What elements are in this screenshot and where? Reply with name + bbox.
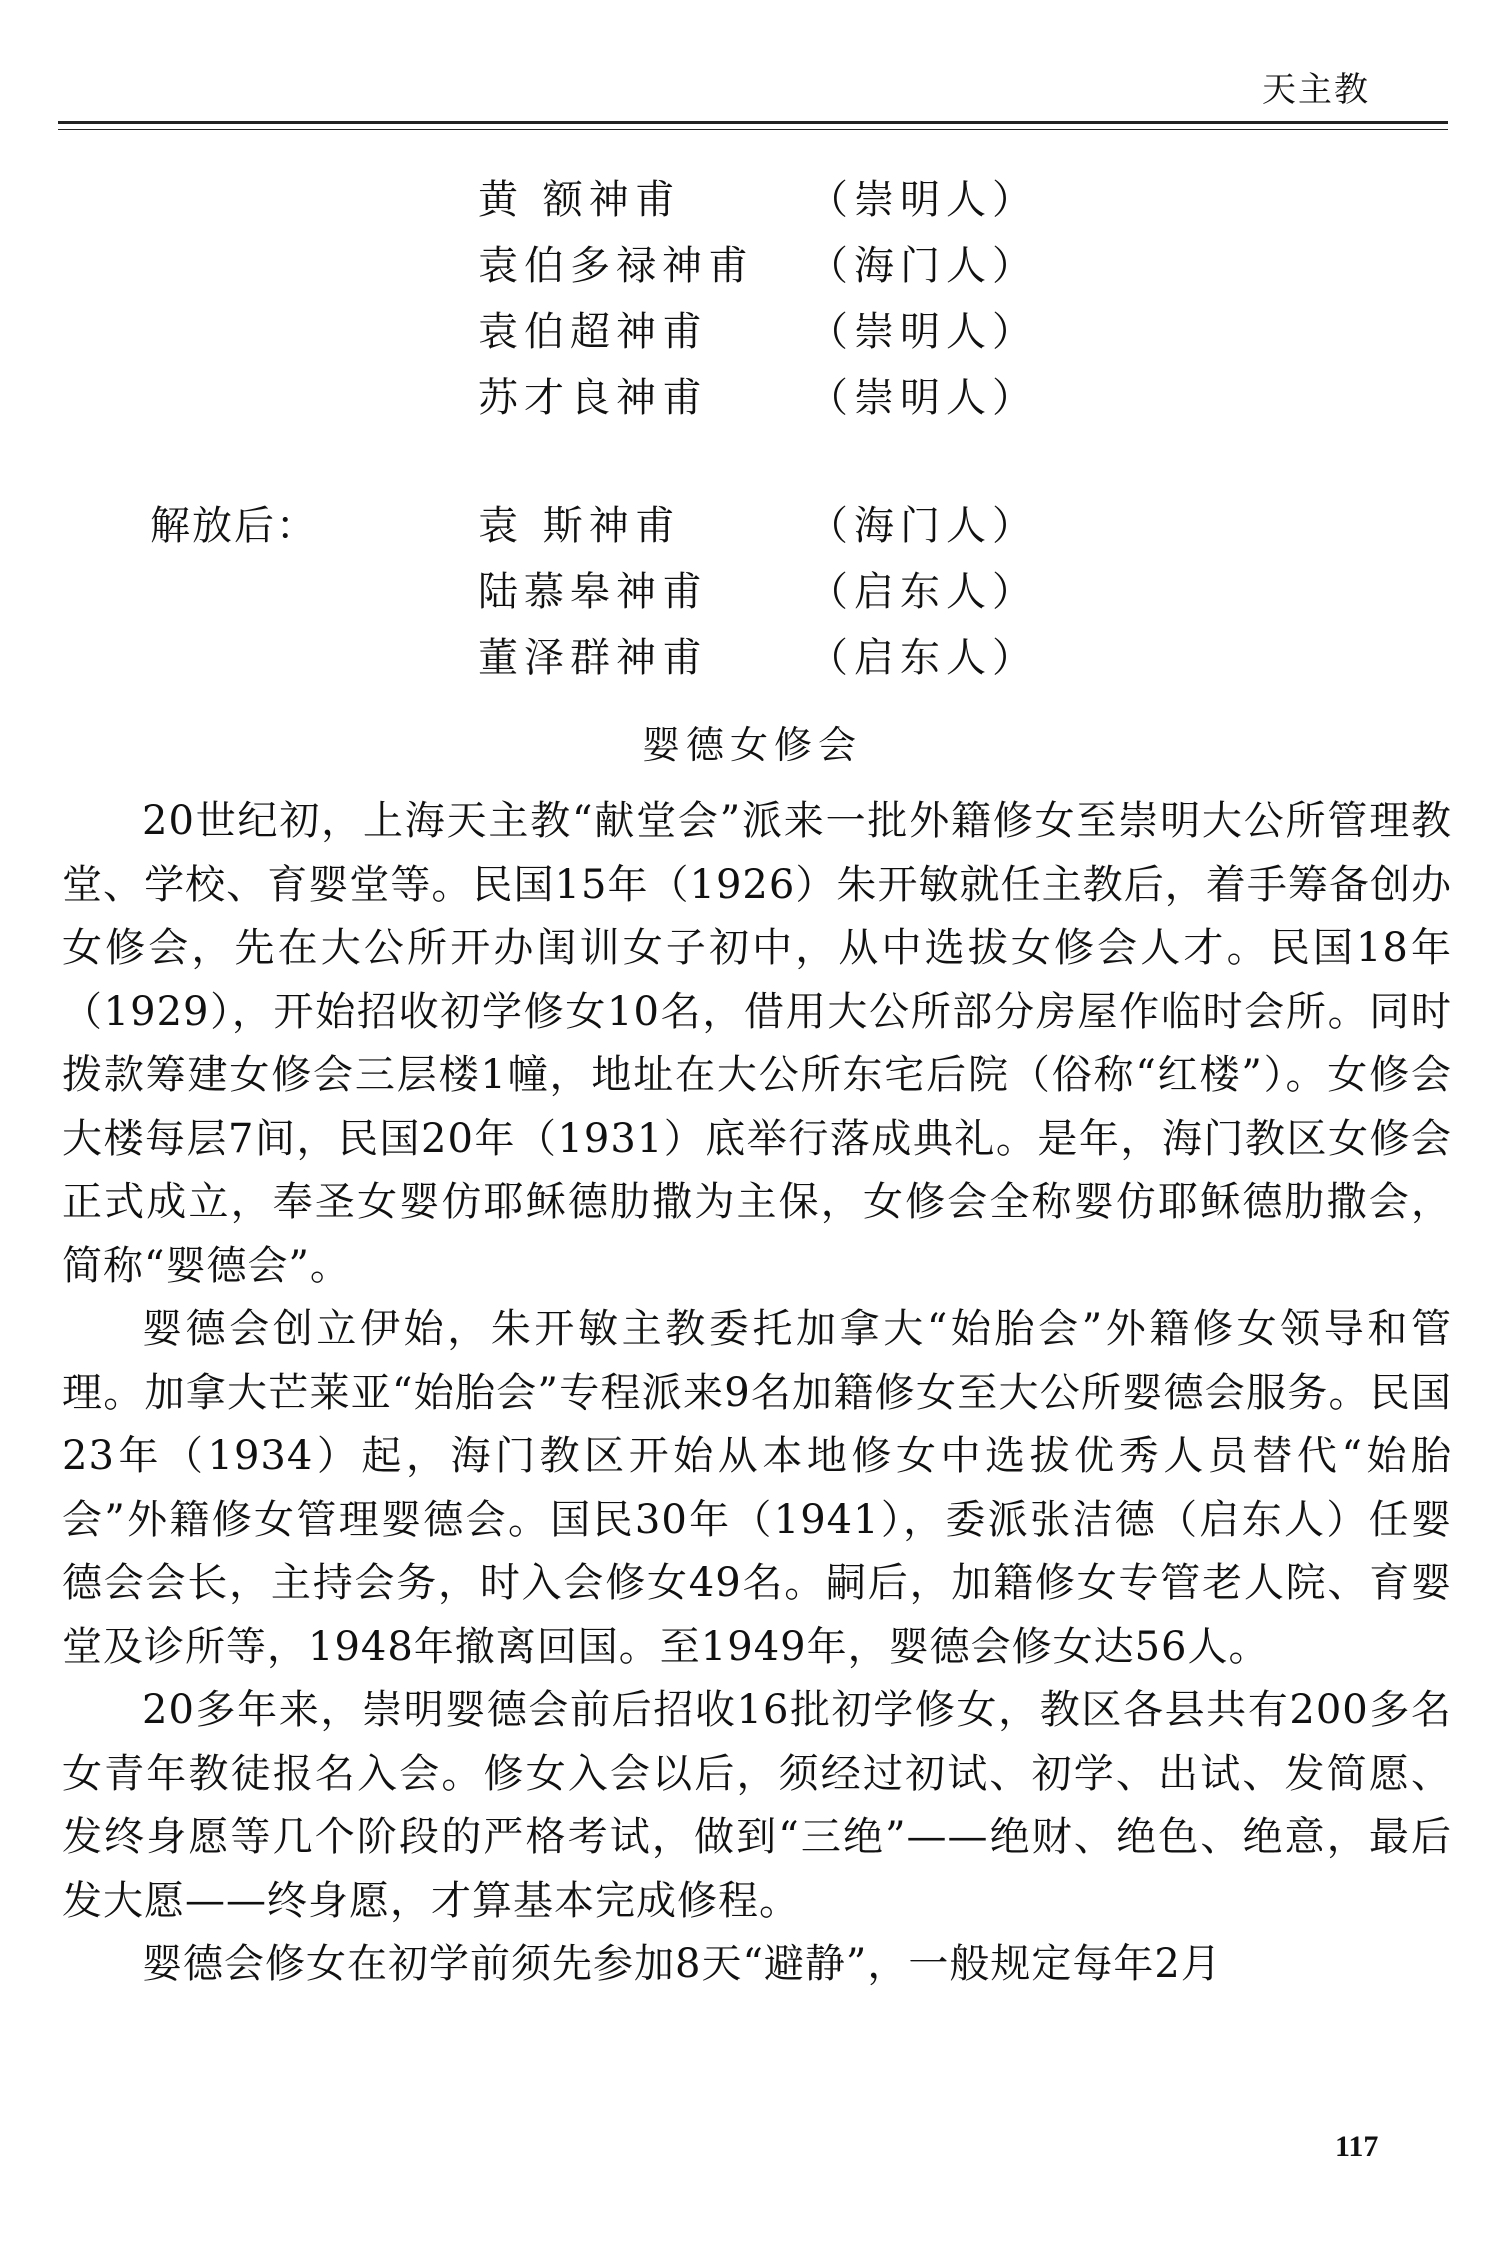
roster-name: 黄 额神甫: [478, 177, 681, 223]
header-rule-thin: [58, 129, 1448, 130]
roster-origin: （启东人）: [808, 569, 1038, 615]
roster-origin: （海门人）: [808, 243, 1038, 289]
roster-name: 袁伯超神甫: [478, 309, 708, 355]
roster-name: 陆慕皋神甫: [478, 569, 708, 615]
running-header-title: 天主教: [1262, 70, 1370, 110]
roster-origin: （海门人）: [808, 503, 1038, 549]
section-heading: 婴德女修会: [641, 723, 862, 767]
header-rule-thick: [58, 121, 1448, 124]
roster-origin: （启东人）: [808, 635, 1038, 681]
roster-origin: （崇明人）: [808, 375, 1038, 421]
roster-name: 董泽群神甫: [478, 635, 708, 681]
roster-group-label: 解放后：: [150, 503, 318, 549]
roster-name: 苏才良神甫: [478, 375, 708, 421]
page-number: 117: [1335, 2130, 1379, 2163]
body-paragraph: 婴德会创立伊始，朱开敏主教委托加拿大“始胎会”外籍修女领导和管理。加拿大芒莱亚“始胎会”专程派来9名加籍修女至大公所婴德会服务。民国23年（1934）起，海门教区开始从本地修女中选拔优秀人员替代“始胎会”外籍修女管理婴德会。国民30年（1941），委派张洁德（启东人）任婴德会会长，主持会务，时入会修女49名。嗣后，加籍修女专管老人院、育婴堂及诊所等，1948年撤离回国。至1949年，婴德会修女达56人。: [62, 1306, 1452, 1670]
body-paragraph: 20多年来，崇明婴德会前后招收16批初学修女，教区各县共有200多名女青年教徒报名入会。修女入会以后，须经过初试、初学、出试、发简愿、发终身愿等几个阶段的严格考试，做到“三绝”——绝财、绝色、绝意，最后发大愿——终身愿，才算基本完成修程。: [62, 1687, 1452, 1924]
roster-origin: （崇明人）: [808, 177, 1038, 223]
body-paragraph: 婴德会修女在初学前须先参加8天“避静”，一般规定每年2月: [142, 1941, 1222, 1987]
roster-name: 袁 斯神甫: [478, 503, 681, 549]
roster-origin: （崇明人）: [808, 309, 1038, 355]
roster-name: 袁伯多禄神甫: [478, 243, 754, 289]
body-paragraph: 20世纪初，上海天主教“献堂会”派来一批外籍修女至崇明大公所管理教堂、学校、育婴堂等。民国15年（1926）朱开敏就任主教后，着手筹备创办女修会，先在大公所开办闺训女子初中，从中选拔女修会人才。民国18年（1929），开始招收初学修女10名，借用大公所部分房屋作临时会所。同时拨款筹建女修会三层楼1幢，地址在大公所东宅后院（俗称“红楼”）。女修会大楼每层7间，民国20年（1931）底举行落成典礼。是年，海门教区女修会正式成立，奉圣女婴仿耶稣德肋撒为主保，女修会全称婴仿耶稣德肋撒会，简称“婴德会”。: [62, 798, 1452, 1289]
section-body: [62, 790, 1452, 1997]
